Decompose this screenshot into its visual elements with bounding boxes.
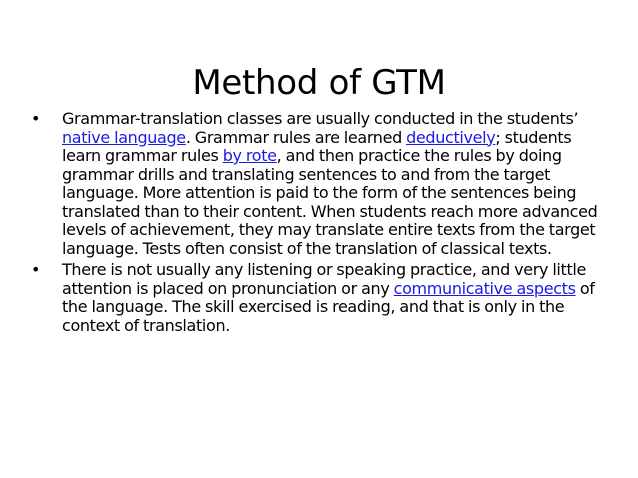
bullet-text: . Grammar rules are learned: [185, 127, 407, 147]
communicative-aspects-link[interactable]: communicative aspects: [393, 278, 576, 298]
bullet-text: , and then practice the rules by doing grammar drills and translating sentences to and from the target language. More attention is paid to the form of the sentences being translated than to their content. When students reach more advanced levels of achievement, they may translate entire texts from the target language. Tests often consist of the translation of classical texts.: [62, 146, 598, 258]
deductively-link[interactable]: deductively: [406, 127, 496, 147]
by-rote-link[interactable]: by rote: [222, 146, 277, 165]
bullet-item-grammar-translation: [31, 110, 606, 258]
bullet-text: ; students learn grammar rules: [62, 127, 572, 165]
bullet-text: Grammar-translation classes are usually conducted in the students’: [62, 109, 579, 128]
native-language-link[interactable]: native language: [62, 127, 186, 147]
bullet-text: of the language. The skill exercised is reading, and that is only in the context of translation.: [62, 278, 595, 335]
bullet-marker: •: [31, 109, 41, 128]
bullet-marker: •: [31, 260, 41, 279]
bullet-list: [31, 110, 606, 338]
bullet-text: There is not usually any listening or speaking practice, and very little attention is placed on pronunciation or any: [62, 260, 586, 298]
slide-title: Method of GTM: [192, 62, 446, 103]
bullet-item-listening-speaking: [31, 261, 606, 335]
